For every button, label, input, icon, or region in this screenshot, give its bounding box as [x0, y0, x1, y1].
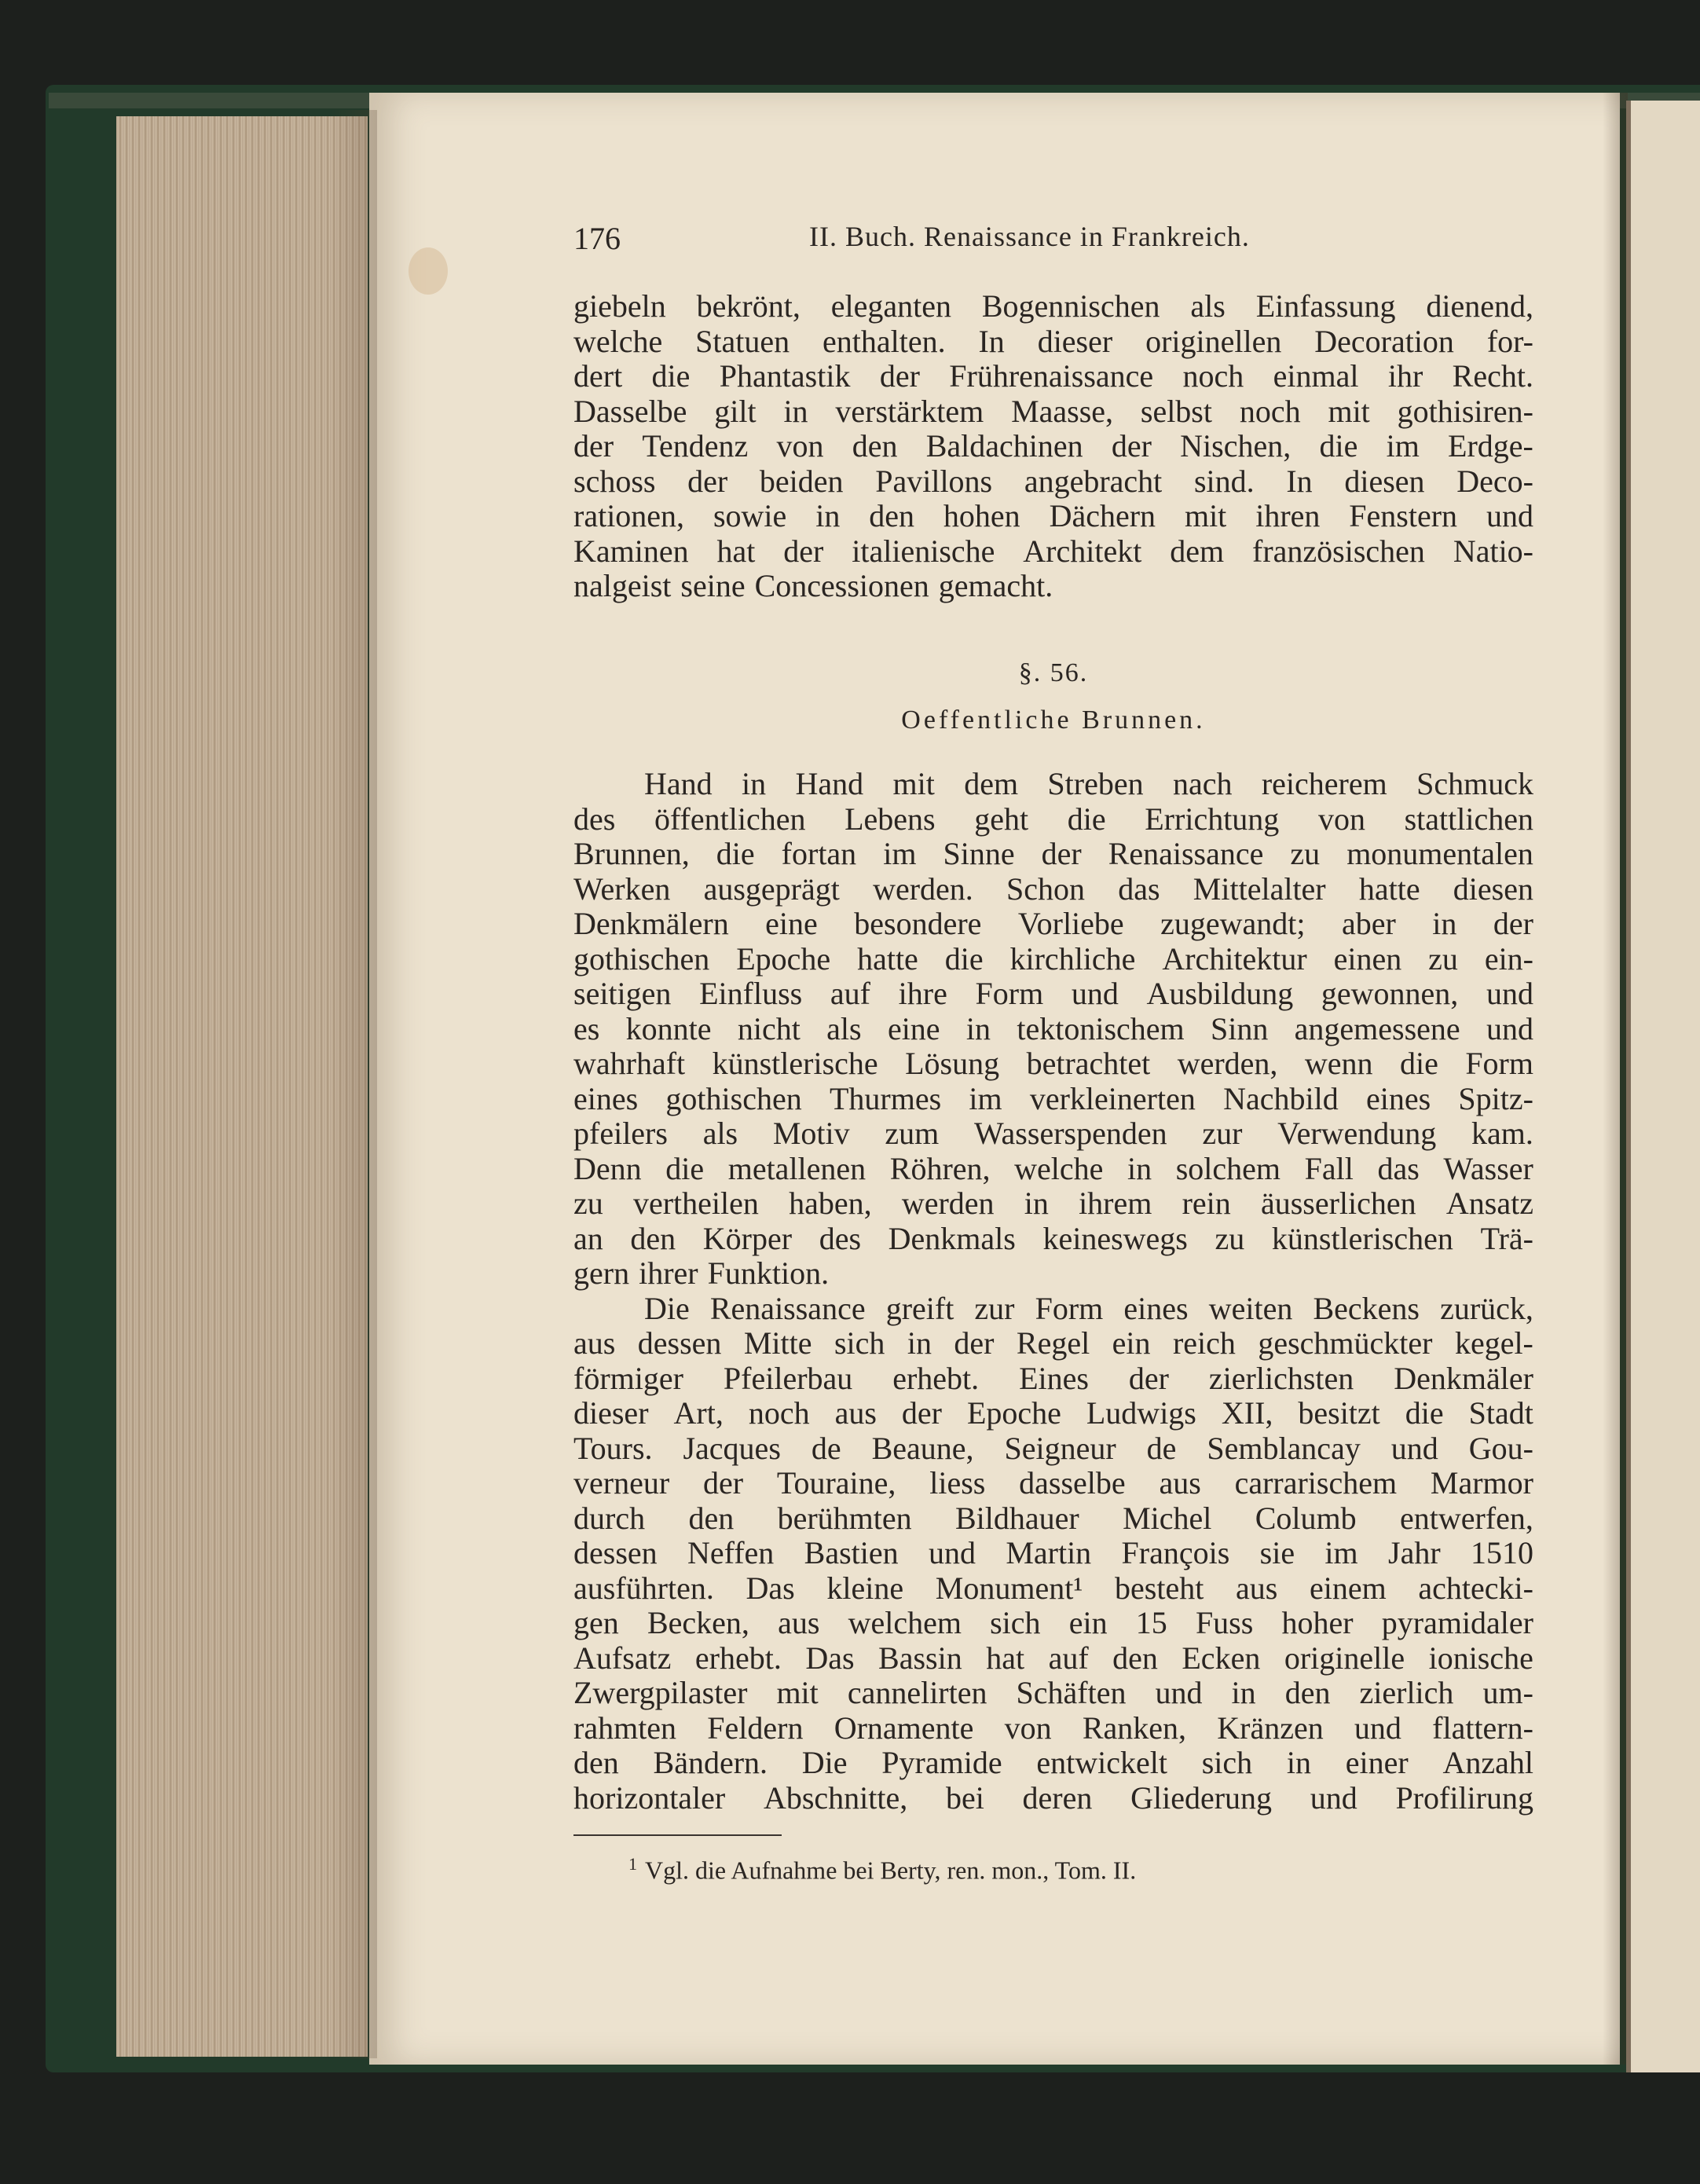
text-line: seitigen Einfluss auf ihre Form und Ausbildung gewonnen, und — [573, 976, 1533, 1011]
text-line: dieser Art, noch aus der Epoche Ludwigs XII, besitzt die Stadt — [573, 1395, 1533, 1431]
text-line: eines gothischen Thurmes im verkleinerten Nachbild eines Spitz- — [573, 1080, 1533, 1116]
text-line: Kaminen hat der italienische Architekt dem französischen Natio- — [573, 533, 1533, 569]
text-line: ausführten. Das kleine Monument¹ besteht aus einem achtecki- — [573, 1570, 1533, 1606]
text-line: Denn die metallenen Röhren, welche in solchem Fall das Wasser — [573, 1150, 1533, 1186]
text-line: der Tendenz von den Baldachinen der Nischen, die im Erdge- — [573, 428, 1533, 464]
paragraph-2-and-3 — [573, 767, 1533, 1816]
text-line: pfeilers als Motiv zum Wasserspenden zur Verwendung kam. — [573, 1116, 1533, 1151]
paper-stain — [409, 247, 448, 295]
text-line: wahrhaft künstlerische Lösung betrachtet werden, wenn die Form — [573, 1046, 1533, 1081]
page-header — [573, 212, 1533, 259]
text-line: gothischen Epoche hatte die kirchliche Architektur einen zu ein- — [573, 940, 1533, 977]
text-line: durch den berühmten Bildhauer Michel Columb entwerfen, — [573, 1500, 1533, 1536]
footnote-rule — [573, 1834, 782, 1836]
text-line: Werken ausgeprägt werden. Schon das Mittelalter hatte diesen — [573, 870, 1533, 907]
text-line: Aufsatz erhebt. Das Bassin hat auf den Ecken originelle ionische — [573, 1640, 1533, 1676]
text-line: gen Becken, aus welchem sich ein 15 Fuss hoher pyramidaler — [573, 1605, 1533, 1640]
text-line: an den Körper des Denkmals keineswegs zu künstlerischen Trä- — [573, 1220, 1533, 1256]
footnote — [628, 1854, 1136, 1885]
book-gutter — [1603, 93, 1628, 2065]
text-line: zu vertheilen haben, werden in ihrem rein äusserlichen Ansatz — [573, 1185, 1533, 1221]
text-line: schoss der beiden Pavillons angebracht sind. In diesen Deco- — [573, 463, 1533, 499]
text-line: Zwergpilaster mit cannelirten Schäften und in den zierlich um- — [573, 1675, 1533, 1710]
text-line: giebeln bekrönt, eleganten Bogennischen als Einfassung dienend, — [573, 288, 1533, 324]
text-line: dert die Phantastik der Frührenaissance noch einmal ihr Recht. — [573, 358, 1533, 394]
paragraph-1 — [573, 289, 1533, 604]
text-line: horizontaler Abschnitte, bei deren Gliederung und Profilirung — [573, 1779, 1533, 1816]
section-number: §. 56. — [1018, 658, 1089, 687]
section-title: Oeffentliche Brunnen. — [901, 705, 1206, 735]
text-line: dessen Neffen Bastien und Martin François sie im Jahr 1510 — [573, 1535, 1533, 1570]
text-line: Denkmälern eine besondere Vorliebe zugewandt; aber in der — [573, 906, 1533, 941]
text-line: des öffentlichen Lebens geht die Errichtung von stattlichen — [573, 801, 1533, 837]
text-line: Tours. Jacques de Beaune, Seigneur de Semblancay und Gou- — [573, 1430, 1533, 1466]
text-line: förmiger Pfeilerbau erhebt. Eines der zierlichsten Denkmäler — [573, 1360, 1533, 1396]
text-line: Hand in Hand mit dem Streben nach reicherem Schmuck — [644, 766, 1533, 801]
footnote-text: Vgl. die Aufnahme bei Berty, ren. mon., Tom. II. — [645, 1856, 1137, 1885]
text-line: rationen, sowie in den hohen Dächern mit ihren Fenstern und — [573, 498, 1533, 533]
text-line: es konnte nicht als eine in tektonischem Sinn angemessene und — [573, 1010, 1533, 1046]
text-line: den Bändern. Die Pyramide entwickelt sich in einer Anzahl — [573, 1745, 1533, 1780]
next-page-edge — [1626, 101, 1700, 2072]
text-line: Brunnen, die fortan im Sinne der Renaissance zu monumentalen — [573, 836, 1533, 871]
running-head: II. Buch. Renaissance in Frankreich. — [809, 221, 1250, 252]
page-shadow — [330, 110, 377, 2058]
text-line: verneur der Touraine, liess dasselbe aus carrarischem Marmor — [573, 1465, 1533, 1501]
text-line: aus dessen Mitte sich in der Regel ein reich geschmückter kegel- — [573, 1325, 1533, 1361]
text-line: Dasselbe gilt in verstärktem Maasse, selbst noch mit gothisiren- — [573, 393, 1533, 429]
text-line: gern ihrer Funktion. — [573, 1255, 830, 1291]
page-number: 176 — [573, 221, 621, 256]
text-line: Die Renaissance greift zur Form eines weiten Beckens zurück, — [644, 1290, 1533, 1326]
text-line: nalgeist seine Concessionen gemacht. — [573, 568, 1053, 603]
text-line: rahmten Feldern Ornamente von Ranken, Kränzen und flattern- — [573, 1709, 1533, 1746]
text-line: welche Statuen enthalten. In dieser originellen Decoration for- — [573, 323, 1533, 359]
footnote-marker: 1 — [628, 1854, 637, 1874]
